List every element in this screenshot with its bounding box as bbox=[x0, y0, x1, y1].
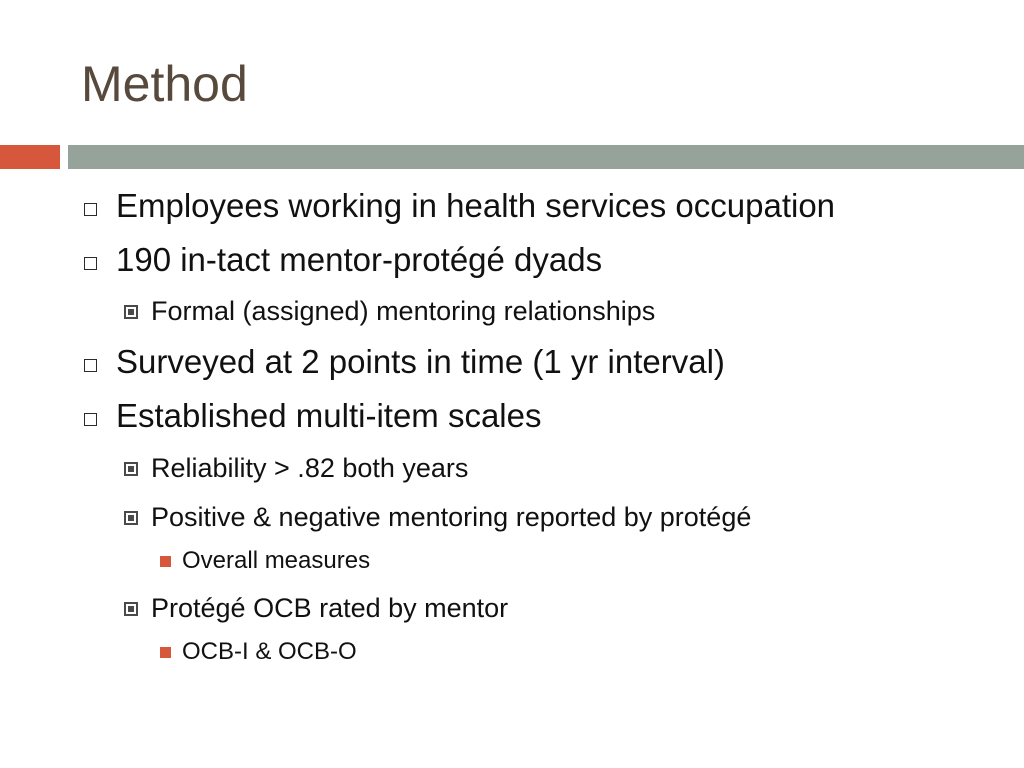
open-square-bullet-icon bbox=[84, 359, 97, 372]
open-square-bullet-icon bbox=[84, 413, 97, 426]
bullet-text: 190 in-tact mentor-protégé dyads bbox=[116, 241, 603, 278]
dotted-square-bullet-icon bbox=[124, 511, 138, 525]
solid-square-bullet-icon bbox=[160, 556, 171, 567]
sub-bullet-text: Protégé OCB rated by mentor bbox=[151, 593, 509, 623]
bullet-text: Employees working in health services occupation bbox=[116, 187, 836, 224]
dotted-square-bullet-icon bbox=[124, 305, 138, 319]
bullet-text: Surveyed at 2 points in time (1 yr interval) bbox=[116, 343, 725, 380]
slide-title: Method bbox=[81, 56, 248, 112]
sub-bullet-text: Reliability > .82 both years bbox=[151, 453, 469, 483]
sub-sub-bullet-text: Overall measures bbox=[182, 547, 371, 574]
sub-bullet-text: Formal (assigned) mentoring relationships bbox=[151, 296, 656, 326]
open-square-bullet-icon bbox=[84, 257, 97, 270]
dotted-square-bullet-icon bbox=[124, 462, 138, 476]
dotted-square-bullet-icon bbox=[124, 602, 138, 616]
bullet-text: Established multi-item scales bbox=[116, 397, 542, 434]
sub-sub-bullet-text: OCB-I & OCB-O bbox=[182, 638, 357, 665]
sub-bullet-text: Positive & negative mentoring reported by protégé bbox=[151, 502, 752, 532]
solid-square-bullet-icon bbox=[160, 647, 171, 658]
open-square-bullet-icon bbox=[84, 203, 97, 216]
